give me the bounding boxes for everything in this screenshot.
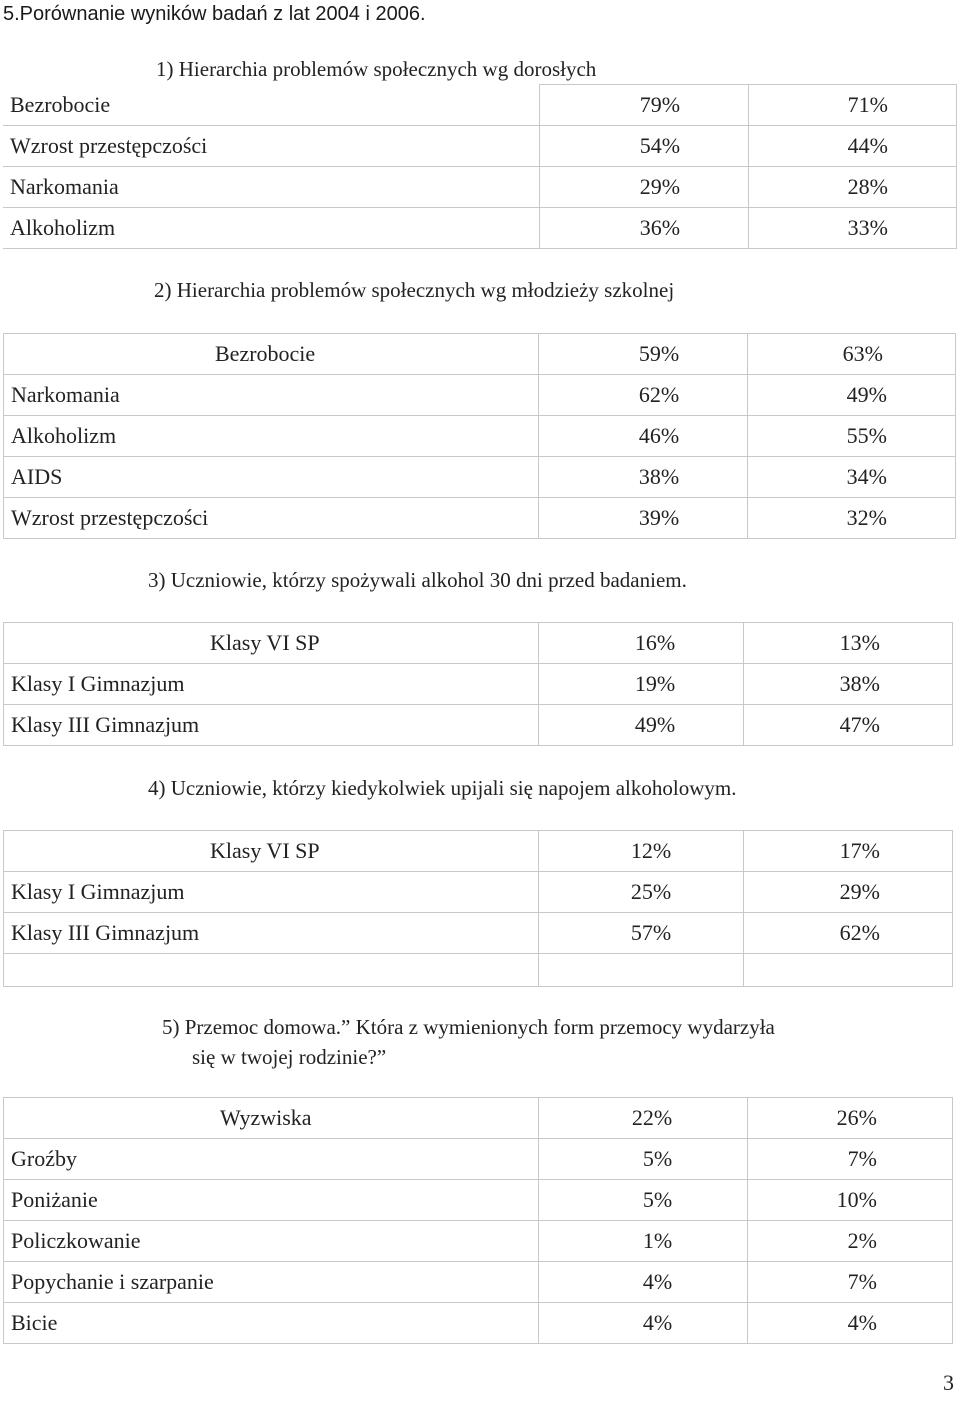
table-row — [3, 167, 957, 208]
row-label: Klasy I Gimnazjum — [4, 664, 539, 705]
table-row — [4, 334, 956, 375]
row-label: Klasy III Gimnazjum — [4, 705, 539, 746]
table-drunk-ever — [3, 830, 953, 987]
value-2004: 25% — [539, 872, 744, 913]
table-row — [4, 913, 953, 954]
row-label: Narkomania — [4, 375, 539, 416]
row-label: Klasy I Gimnazjum — [4, 872, 539, 913]
value-2004: 4% — [539, 1262, 748, 1303]
value-2006: 44% — [749, 126, 957, 167]
value-2006: 32% — [748, 498, 956, 539]
value-2004: 22% — [539, 1098, 748, 1139]
value-2006: 34% — [748, 457, 956, 498]
value-2004: 16% — [539, 623, 744, 664]
table-row — [4, 457, 956, 498]
value-2004: 36% — [540, 208, 749, 249]
table-youth — [3, 333, 956, 539]
value-2004: 62% — [539, 375, 748, 416]
row-label: Policzkowanie — [4, 1221, 539, 1262]
row-label: Klasy III Gimnazjum — [4, 913, 539, 954]
row-label: Alkoholizm — [4, 416, 539, 457]
row-label: Bicie — [4, 1303, 539, 1344]
table-row — [4, 1098, 953, 1139]
table-row — [4, 705, 953, 746]
row-label: Klasy VI SP — [4, 623, 539, 664]
value-2006: 49% — [748, 375, 956, 416]
value-2006: 29% — [744, 872, 953, 913]
table-domestic-violence — [3, 1097, 953, 1344]
value-2006: 2% — [748, 1221, 953, 1262]
table-row — [4, 1180, 953, 1221]
row-label: Poniżanie — [4, 1180, 539, 1221]
table-row — [4, 1221, 953, 1262]
section-5-caption-line-1: 5) Przemoc domowa.” Która z wymienionych form przemocy wydarzyła — [162, 1015, 775, 1039]
table-row — [4, 1139, 953, 1180]
value-2006: 28% — [749, 167, 957, 208]
value-2004: 4% — [539, 1303, 748, 1344]
row-label: Bezrobocie — [3, 85, 540, 126]
row-label: Bezrobocie — [4, 334, 539, 375]
value-2006: 10% — [748, 1180, 953, 1221]
value-2006: 62% — [744, 913, 953, 954]
row-label: Narkomania — [3, 167, 540, 208]
table-row — [4, 416, 956, 457]
section-1-caption: 1) Hierarchia problemów społecznych wg dorosłych — [156, 57, 597, 81]
row-label: Klasy VI SP — [4, 831, 539, 872]
value-2004: 57% — [539, 913, 744, 954]
table-row — [4, 831, 953, 872]
table-row — [4, 375, 956, 416]
value-2004: 38% — [539, 457, 748, 498]
row-label: Wzrost przestępczości — [4, 498, 539, 539]
table-alcohol-30days — [3, 622, 953, 746]
row-label: Wzrost przestępczości — [3, 126, 540, 167]
value-2006: 38% — [744, 664, 953, 705]
value-2004: 59% — [539, 334, 748, 375]
value-2006: 4% — [748, 1303, 953, 1344]
value-2004: 1% — [539, 1221, 748, 1262]
table-row — [3, 126, 957, 167]
section-3-caption: 3) Uczniowie, którzy spożywali alkohol 30 dni przed badaniem. — [148, 568, 687, 592]
page-heading: 5.Porównanie wyników badań z lat 2004 i 2006. — [3, 3, 426, 25]
value-2004: 12% — [539, 831, 744, 872]
value-2006: 33% — [749, 208, 957, 249]
value-2004: 79% — [540, 85, 749, 126]
value-2006: 7% — [748, 1262, 953, 1303]
row-label: Wyzwiska — [4, 1098, 539, 1139]
row-label: Groźby — [4, 1139, 539, 1180]
section-2-caption: 2) Hierarchia problemów społecznych wg młodzieży szkolnej — [154, 278, 675, 302]
table-row — [3, 208, 957, 249]
table-row — [4, 1303, 953, 1344]
value-2004: 49% — [539, 705, 744, 746]
table-row — [4, 664, 953, 705]
table-row — [3, 85, 957, 126]
page-number: 3 — [943, 1370, 954, 1395]
table-adults — [3, 84, 957, 249]
value-2004: 54% — [540, 126, 749, 167]
section-5-caption — [162, 1012, 775, 1072]
value-2006: 13% — [744, 623, 953, 664]
section-5-caption-line-2: się w twojej rodzinie?” — [192, 1045, 387, 1069]
table-row — [4, 498, 956, 539]
section-4-caption: 4) Uczniowie, którzy kiedykolwiek upijali się napojem alkoholowym. — [148, 776, 737, 800]
value-2006: 71% — [749, 85, 957, 126]
table-row — [4, 1262, 953, 1303]
value-2004: 29% — [540, 167, 749, 208]
table-row-empty — [4, 954, 953, 987]
table-row — [4, 872, 953, 913]
value-2004: 39% — [539, 498, 748, 539]
row-label: AIDS — [4, 457, 539, 498]
value-2006: 17% — [744, 831, 953, 872]
value-2004: 5% — [539, 1139, 748, 1180]
value-2004: 5% — [539, 1180, 748, 1221]
value-2006: 26% — [748, 1098, 953, 1139]
row-label: Alkoholizm — [3, 208, 540, 249]
value-2006: 47% — [744, 705, 953, 746]
value-2006: 55% — [748, 416, 956, 457]
value-2006: 63% — [748, 334, 956, 375]
value-2004: 46% — [539, 416, 748, 457]
table-row — [4, 623, 953, 664]
value-2006: 7% — [748, 1139, 953, 1180]
value-2004: 19% — [539, 664, 744, 705]
row-label: Popychanie i szarpanie — [4, 1262, 539, 1303]
